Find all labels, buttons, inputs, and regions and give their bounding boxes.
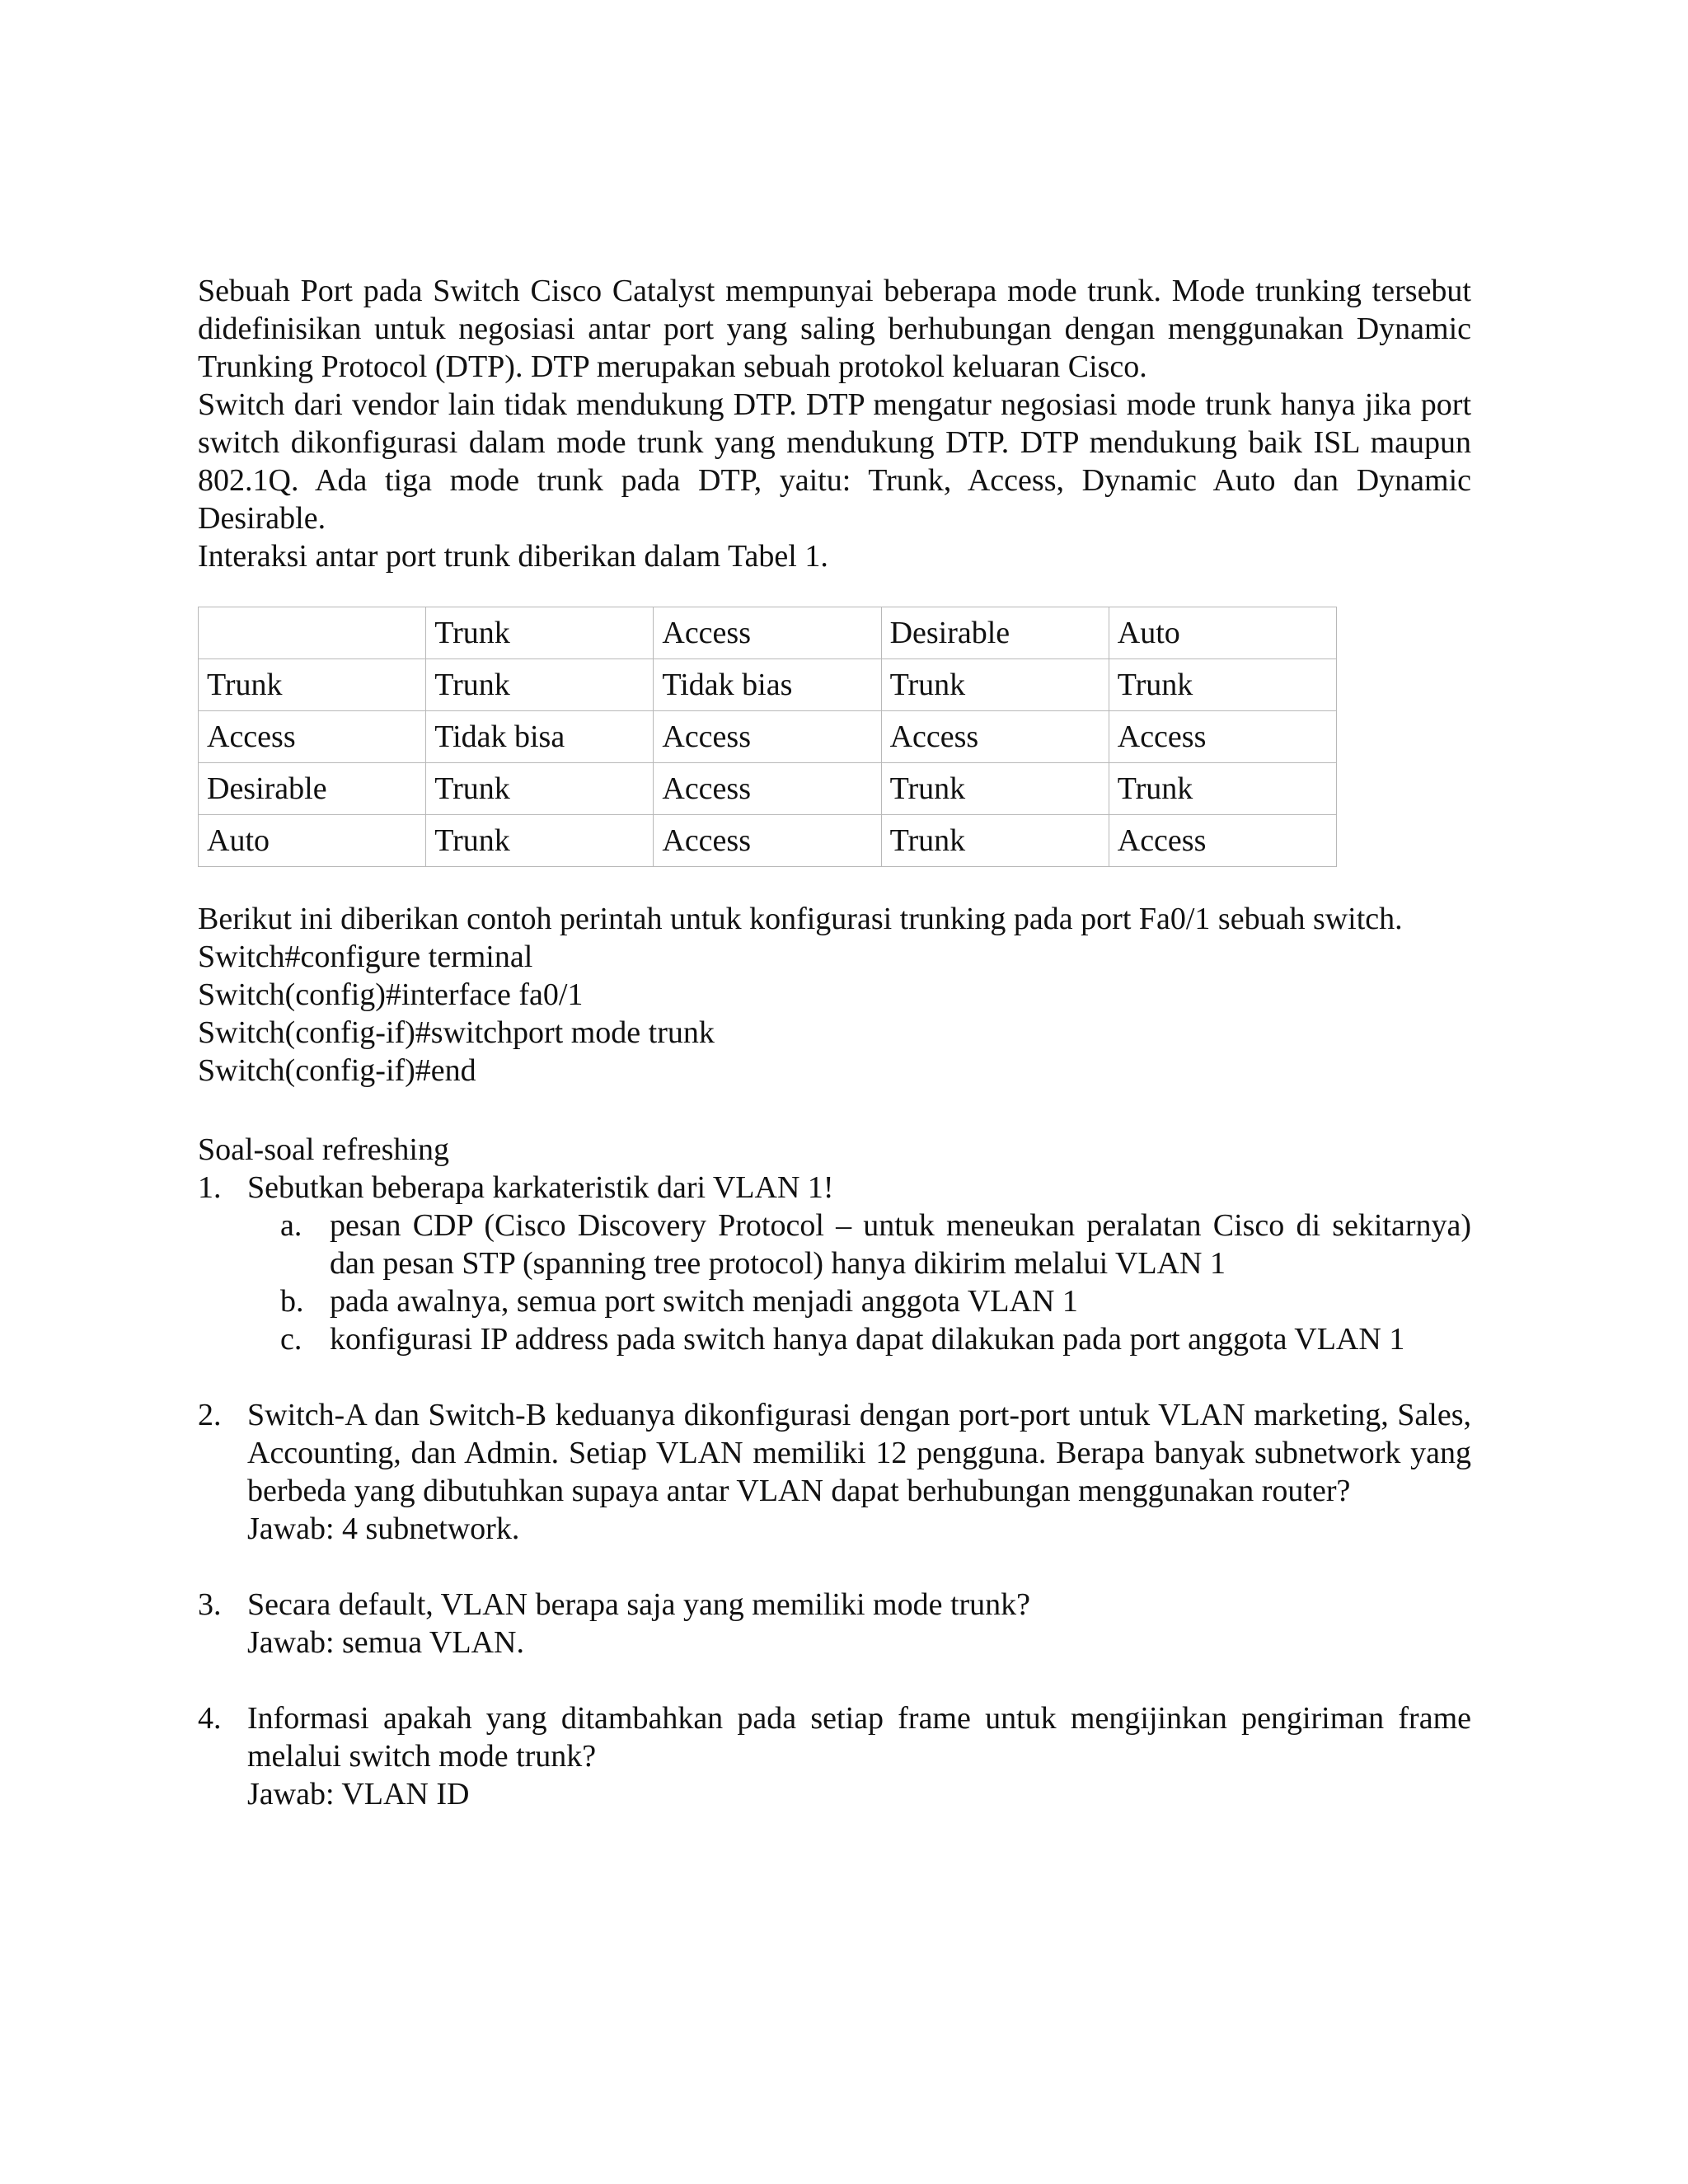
question-answer: Jawab: 4 subnetwork. [247, 1511, 520, 1546]
table-cell: Auto [1109, 607, 1336, 659]
config-line: Switch(config-if)#switchport mode trunk [198, 1015, 715, 1050]
question-text: Informasi apakah yang ditambahkan pada setiap frame untuk mengijinkan pengiriman frame melalui switch mode trunk? [247, 1701, 1471, 1774]
table-cell: Trunk [881, 815, 1109, 867]
question-number: 1. [198, 1170, 222, 1205]
table-cell: Trunk [199, 659, 426, 711]
dtp-mode-table [198, 607, 1337, 867]
list-item [280, 1282, 1471, 1320]
table-cell: Trunk [881, 659, 1109, 711]
config-line: Switch#configure terminal [198, 940, 533, 974]
table-cell: Trunk [1109, 763, 1336, 815]
table-cell: Access [881, 711, 1109, 763]
question-text: Secara default, VLAN berapa saja yang memiliki mode trunk? [247, 1587, 1031, 1622]
sub-label: a. [280, 1208, 302, 1243]
table-row [199, 815, 1337, 867]
question-2 [198, 1396, 1471, 1548]
question-number: 2. [198, 1398, 222, 1432]
table-cell: Access [199, 711, 426, 763]
question-text: Sebutkan beberapa karkateristik dari VLAN 1! [247, 1170, 834, 1205]
question-text: Switch-A dan Switch-B keduanya dikonfigurasi dengan port-port untuk VLAN marketing, Sales, Accounting, dan Admin. Setiap VLAN memiliki 12 pengguna. Berapa banyak subnetwork yang berbeda yang dibutuhkan supaya antar VLAN dapat berhubungan menggunakan router? [247, 1398, 1471, 1508]
table-cell: Access [654, 815, 881, 867]
table-cell: Trunk [426, 607, 654, 659]
table-cell [199, 607, 426, 659]
table-cell: Access [654, 607, 881, 659]
config-intro: Berikut ini diberikan contoh perintah untuk konfigurasi trunking pada port Fa0/1 sebuah switch. [198, 902, 1403, 936]
sub-label: b. [280, 1284, 304, 1319]
table-cell: Trunk [1109, 659, 1336, 711]
table-cell: Access [1109, 711, 1336, 763]
table-cell: Access [1109, 815, 1336, 867]
questions-heading: Soal-soal refreshing [198, 1132, 449, 1167]
question-number: 3. [198, 1587, 222, 1622]
table-cell: Trunk [881, 763, 1109, 815]
table-cell: Trunk [426, 659, 654, 711]
table-cell: Desirable [881, 607, 1109, 659]
config-example [198, 900, 1471, 1090]
sub-text: konfigurasi IP address pada switch hanya dapat dilakukan pada port anggota VLAN 1 [330, 1322, 1405, 1357]
question-4 [198, 1699, 1471, 1813]
list-item [280, 1207, 1471, 1282]
intro-paragraph-1: Sebuah Port pada Switch Cisco Catalyst mempunyai beberapa mode trunk. Mode trunking tersebut didefinisikan untuk negosiasi antar port yang saling berhubungan dengan menggunakan Dynamic Trunking Protocol (DTP). DTP merupakan sebuah protokol keluaran Cisco. [198, 274, 1471, 384]
table-row [199, 659, 1337, 711]
table-cell: Access [654, 763, 881, 815]
question-number: 4. [198, 1701, 222, 1736]
table-cell: Tidak bisa [426, 711, 654, 763]
list-item [280, 1320, 1471, 1358]
sub-label: c. [280, 1322, 302, 1357]
table-cell: Auto [199, 815, 426, 867]
table-cell: Tidak bias [654, 659, 881, 711]
document-page [198, 272, 1471, 1813]
table-cell: Trunk [426, 815, 654, 867]
table-row [199, 711, 1337, 763]
config-line: Switch(config)#interface fa0/1 [198, 977, 584, 1012]
question-answer: Jawab: VLAN ID [247, 1777, 470, 1811]
table-cell: Trunk [426, 763, 654, 815]
config-line: Switch(config-if)#end [198, 1053, 476, 1088]
intro-paragraph-2: Switch dari vendor lain tidak mendukung DTP. DTP mengatur negosiasi mode trunk hanya jika port switch dikonfigurasi dalam mode trunk yang mendukung DTP. DTP mendukung baik ISL maupun 802.1Q. Ada tiga mode trunk pada DTP, yaitu: Trunk, Access, Dynamic Auto dan Dynamic Desirable. [198, 387, 1471, 536]
intro-paragraph-3: Interaksi antar port trunk diberikan dalam Tabel 1. [198, 539, 828, 574]
sub-text: pesan CDP (Cisco Discovery Protocol – untuk meneukan peralatan Cisco di sekitarnya) dan pesan STP (spanning tree protocol) hanya dikirim melalui VLAN 1 [330, 1208, 1471, 1281]
table-row [199, 763, 1337, 815]
table-cell: Desirable [199, 763, 426, 815]
table-header-row [199, 607, 1337, 659]
question-answer: Jawab: semua VLAN. [247, 1625, 524, 1660]
question-1 [198, 1169, 1471, 1358]
table-cell: Access [654, 711, 881, 763]
question-3 [198, 1586, 1471, 1661]
sub-text: pada awalnya, semua port switch menjadi anggota VLAN 1 [330, 1284, 1078, 1319]
